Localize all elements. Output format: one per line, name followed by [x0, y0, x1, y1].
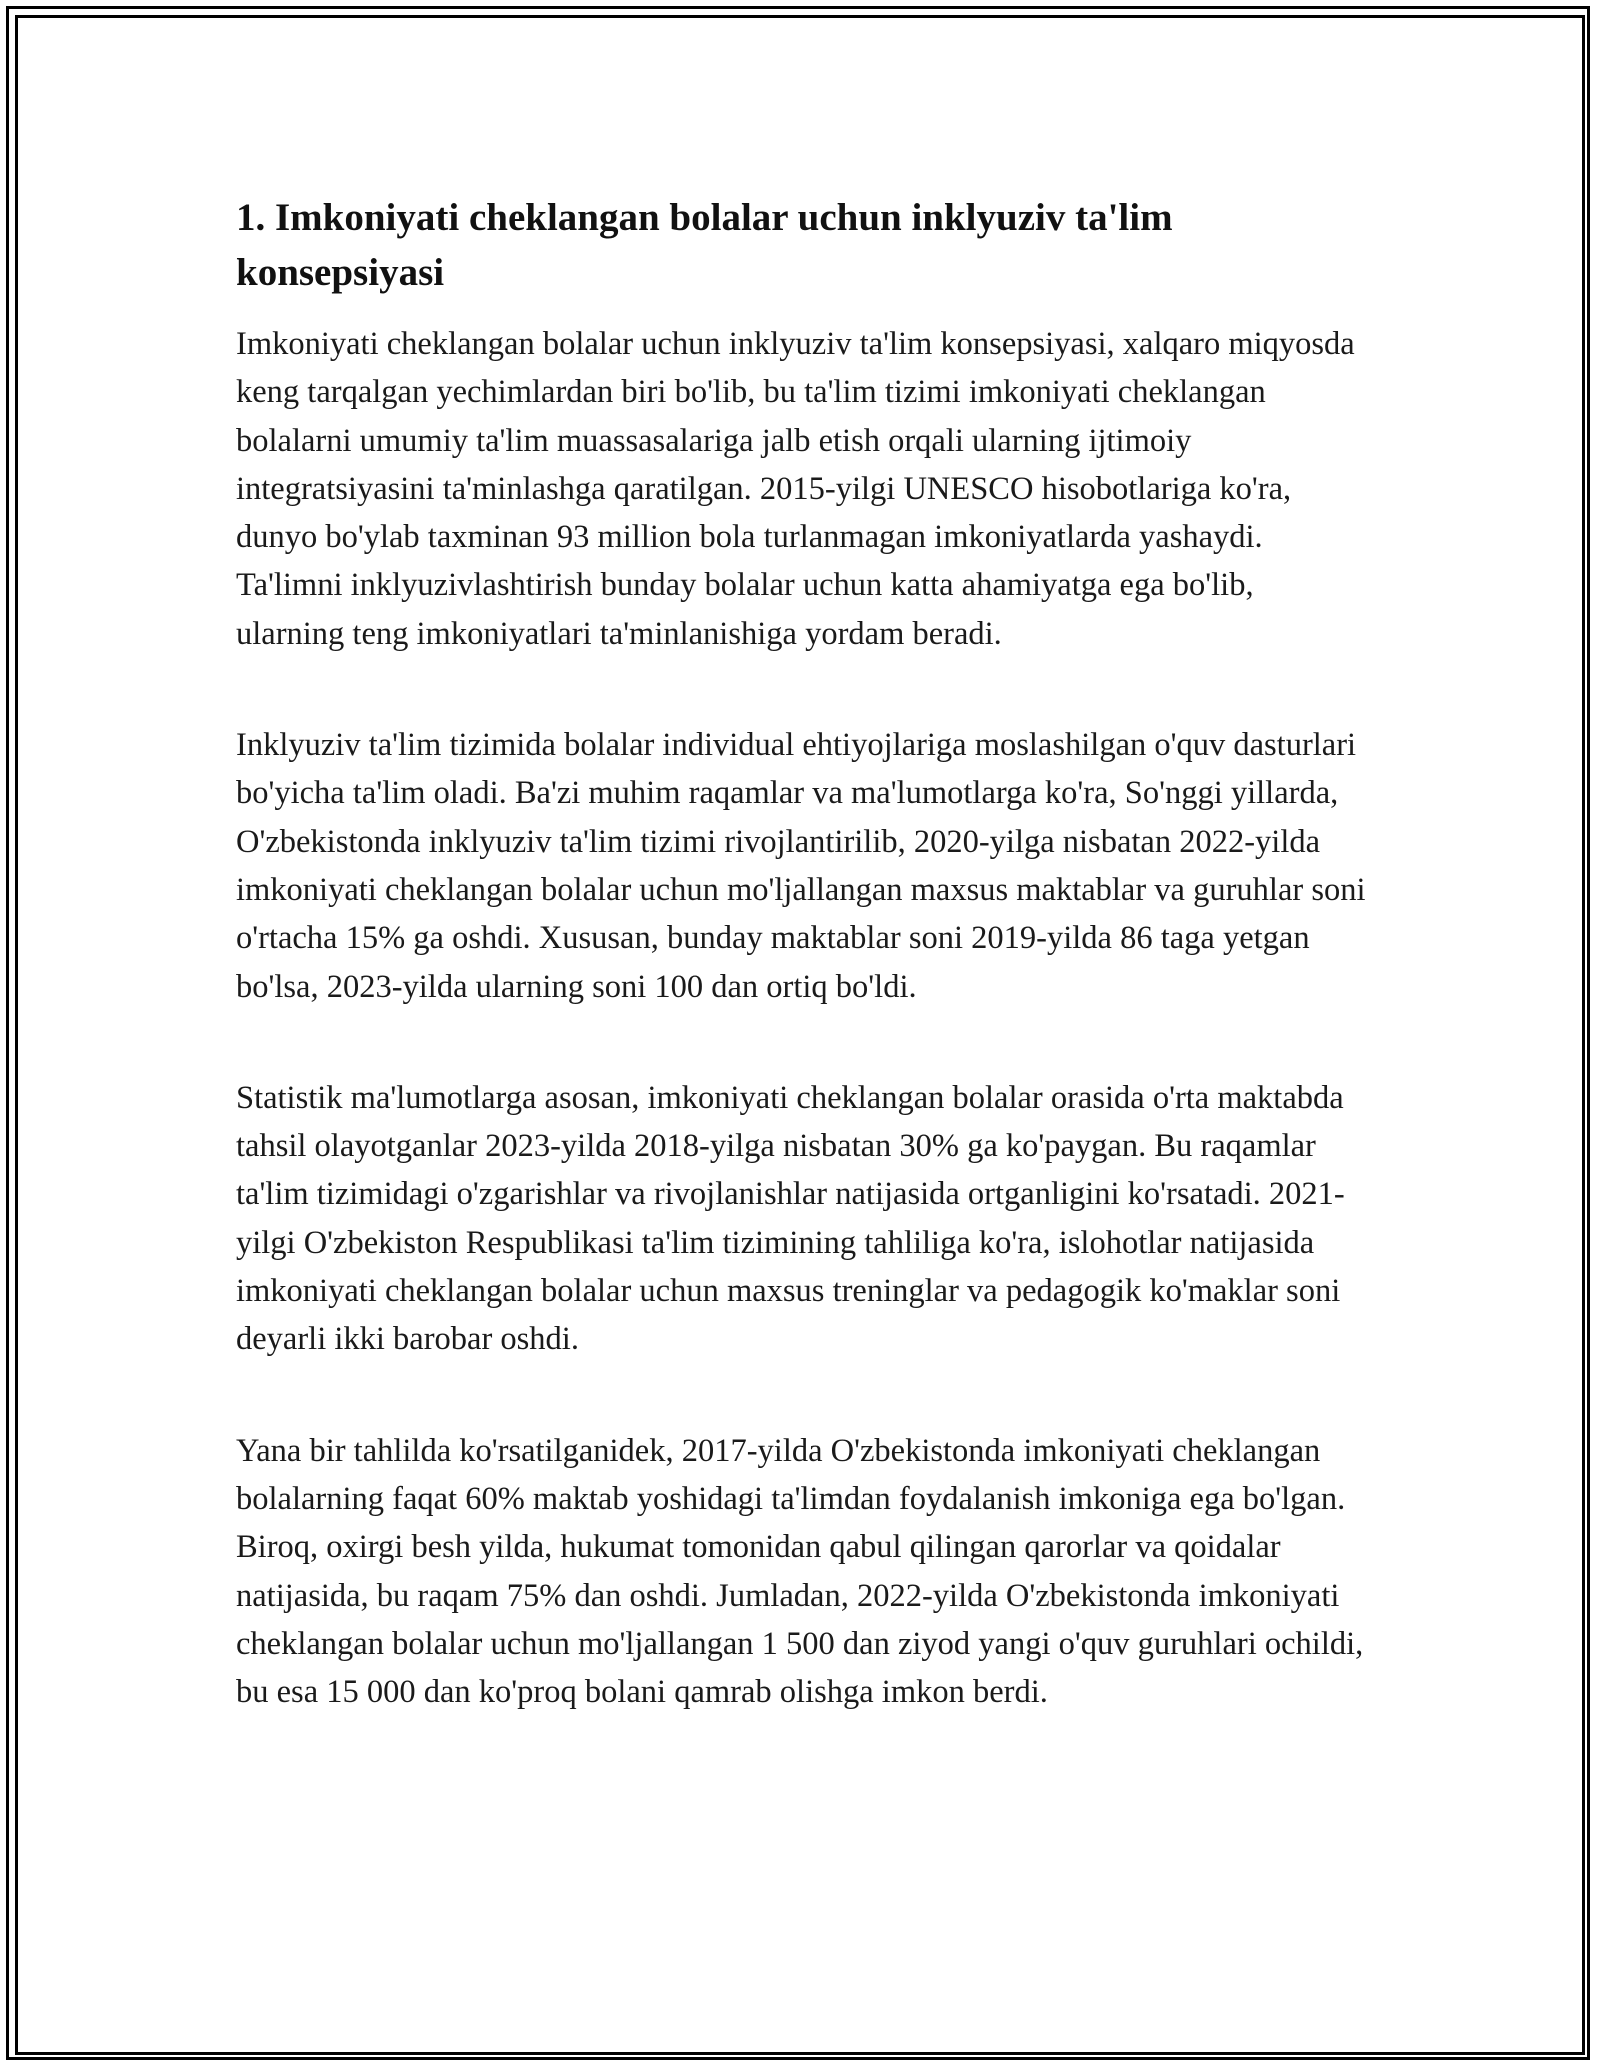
- paragraph-3: Statistik ma'lumotlarga asosan, imkoniyati cheklangan bolalar orasida o'rta maktabda tahsil olayotganlar 2023-yilda 2018-yilga nisbatan 30% ga ko'paygan. Bu raqamlar ta'lim tizimidagi o'zgarishlar va rivojlanishlar natijasida ortganligini ko'rsatadi. 2021-yilgi O'zbekiston Respublikasi ta'lim tizimining tahliliga ko'ra, islohotlar natijasida imkoniyati cheklangan bolalar uchun maxsus treninglar va pedagogik ko'maklar soni deyarli ikki barobar oshdi.: [236, 1079, 1345, 1358]
- paragraph-2: Inklyuziv ta'lim tizimida bolalar individual ehtiyojlariga moslashilgan o'quv dasturlari bo'yicha ta'lim oladi. Ba'zi muhim raqamlar va ma'lumotlarga ko'ra, So'nggi yillarda, O'zbekistonda inklyuziv ta'lim tizimi rivojlantirilib, 2020-yilga nisbatan 2022-yilda imkoniyati cheklangan bolalar uchun mo'ljallangan maxsus maktablar va guruhlar soni o'rtacha 15% ga oshdi. Xususan, bunday maktablar soni 2019-yilda 86 taga yetgan bo'lsa, 2023-yilda ularning soni 100 dan ortiq bo'ldi.: [236, 727, 1366, 1005]
- paragraph-1: Imkoniyati cheklangan bolalar uchun inklyuziv ta'lim konsepsiyasi, xalqaro miqyosda keng tarqalgan yechimlardan biri bo'lib, bu ta'lim tizimi imkoniyati cheklangan bolalarni umumiy ta'lim muassasalariga jalb etish orqali ularning ijtimoiy integratsiyasini ta'minlashga qaratilgan. 2015-yilgi UNESCO hisobotlariga ko'ra, dunyo bo'ylab taxminan 93 million bola turlanmagan imkoniyatlarda yashaydi. Ta'limni inklyuzivlashtirish bunday bolalar uchun katta ahamiyatga ega bo'lib, ularning teng imkoniyatlari ta'minlanishiga yordam beradi.: [236, 326, 1355, 652]
- section-heading: 1. Imkoniyati cheklangan bolalar uchun inklyuziv ta'lim konsepsiyasi: [236, 196, 1173, 294]
- paragraph-4: Yana bir tahlilda ko'rsatilganidek, 2017-yilda O'zbekistonda imkoniyati cheklangan bolalarning faqat 60% maktab yoshidagi ta'limdan foydalanish imkoniga ega bo'lgan. Biroq, oxirgi besh yilda, hukumat tomonidan qabul qilingan qarorlar va qoidalar natijasida, bu raqam 75% dan oshdi. Jumladan, 2022-yilda O'zbekistonda imkoniyati cheklangan bolalar uchun mo'ljallangan 1 500 dan ziyod yangi o'quv guruhlari ochildi, bu esa 15 000 dan ko'proq bolani qamrab olishga imkon berdi.: [236, 1432, 1364, 1711]
- document-body: [236, 190, 1366, 1779]
